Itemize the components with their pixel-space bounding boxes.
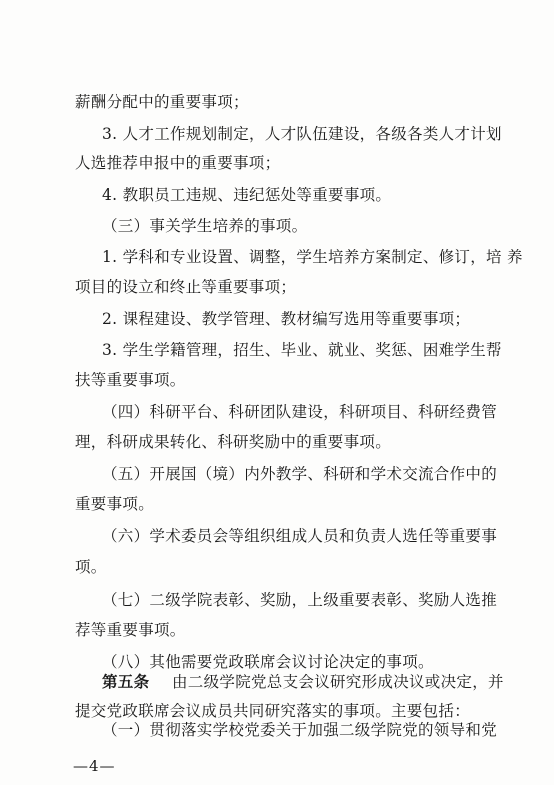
text-line: 提交党政联席会议成员共同研究落实的事项。主要包括： bbox=[75, 702, 471, 720]
text-line: 薪酬分配中的重要事项； bbox=[75, 93, 249, 111]
text-line: 4. 教职员工违规、违纪惩处等重要事项。 bbox=[102, 186, 392, 204]
text-line: 重要事项。 bbox=[75, 495, 155, 513]
page-number: —4— bbox=[73, 757, 116, 775]
text-line: 荐等重要事项。 bbox=[75, 621, 186, 639]
text-line: 3. 学生学籍管理，招生、毕业、就业、奖惩、困难学生帮 bbox=[102, 341, 502, 359]
text-line: 理，科研成果转化、科研奖励中的重要事项。 bbox=[75, 433, 392, 451]
text-line: 项。 bbox=[75, 558, 107, 576]
text-line: 人选推荐申报中的重要事项； bbox=[75, 154, 281, 172]
section-heading: （三）事关学生培养的事项。 bbox=[102, 217, 308, 235]
article-number: 第五条 bbox=[102, 672, 150, 691]
section-heading: （五）开展国（境）内外教学、科研和学术交流合作中的 bbox=[102, 465, 498, 483]
section-heading: （四）科研平台、科研团队建设，科研项目、科研经费管 bbox=[102, 403, 498, 421]
text-line: 项目的设立和终止等重要事项； bbox=[75, 278, 297, 296]
text-line: 1. 学科和专业设置、调整，学生培养方案制定、修订，培 养 bbox=[102, 248, 523, 266]
text-line: 扶等重要事项。 bbox=[75, 371, 186, 389]
text-line: 3. 人才工作规划制定，人才队伍建设，各级各类人才计划 bbox=[102, 125, 502, 143]
section-heading: （八）其他需要党政联席会议讨论决定的事项。 bbox=[102, 653, 434, 671]
text-line: 由二级学院党总支会议研究形成决议或决定，并 bbox=[172, 673, 504, 691]
section-heading: （七）二级学院表彰、奖励，上级重要表彰、奖励人选推 bbox=[102, 591, 498, 609]
text-line: 2. 课程建设、教学管理、教材编写选用等重要事项； bbox=[102, 310, 471, 328]
text-line: （一）贯彻落实学校党委关于加强二级学院党的领导和党 bbox=[102, 721, 498, 739]
section-heading: （六）学术委员会等组织组成人员和负责人选任等重要事 bbox=[102, 527, 498, 545]
